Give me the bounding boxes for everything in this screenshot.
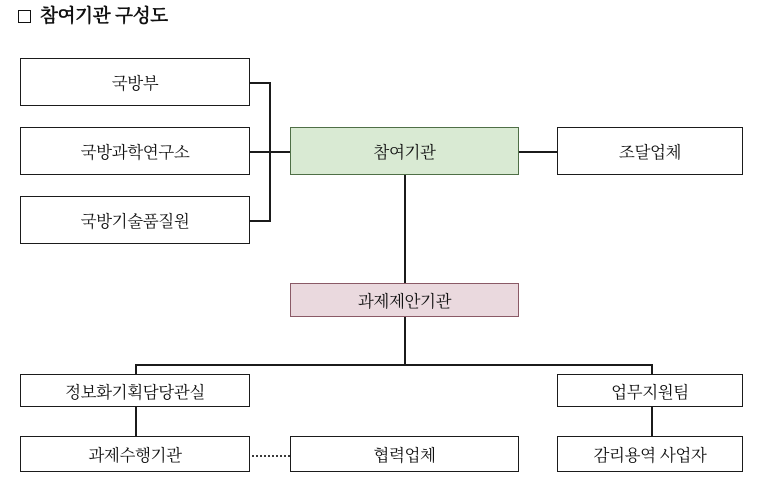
page-title-text: 참여기관 구성도: [40, 5, 168, 26]
connector-center-supplier: [518, 151, 558, 153]
node-auditor[interactable]: [557, 436, 743, 472]
node-center-label: 참여기관: [373, 144, 436, 162]
node-center-participating-agency[interactable]: [290, 127, 519, 175]
connector-distribution-bar: [135, 364, 652, 366]
connector-dtaq-trunk: [250, 220, 271, 222]
node-supplier-label: 조달업체: [618, 144, 682, 162]
node-add-label: 국방과학연구소: [80, 144, 190, 162]
connector-support-auditor: [651, 406, 653, 436]
page-title: [18, 7, 168, 26]
node-add[interactable]: [20, 127, 250, 175]
connector-planning-performer: [135, 406, 137, 436]
node-dtaq-label: 국방기술품질원: [80, 213, 190, 231]
node-proposer-label: 과제제안기관: [357, 293, 452, 311]
connector-mnd-trunk: [250, 82, 271, 84]
node-mnd-label: 국방부: [111, 75, 159, 93]
connector-center-proposer: [404, 175, 406, 283]
node-partner-label: 협력업체: [373, 447, 436, 465]
node-support-label: 업무지원팀: [611, 383, 689, 402]
node-performer[interactable]: [20, 436, 250, 472]
square-bullet-icon: [18, 10, 31, 23]
connector-trunk-center: [269, 151, 291, 153]
connector-proposer-down: [404, 316, 406, 365]
node-support-team[interactable]: [557, 374, 743, 407]
connector-add-trunk: [250, 151, 271, 153]
node-dtaq[interactable]: [20, 196, 250, 244]
node-mnd[interactable]: [20, 58, 250, 106]
node-auditor-label: 감리용역 사업자: [593, 447, 707, 465]
node-performer-label: 과제수행기관: [88, 447, 182, 465]
node-planning-label: 정보화기획담당관실: [65, 383, 205, 402]
node-supplier[interactable]: [557, 127, 743, 175]
node-partner[interactable]: [290, 436, 519, 472]
node-proposer[interactable]: [290, 283, 519, 317]
connector-performer-partner-dotted: [252, 455, 290, 457]
node-planning-office[interactable]: [20, 374, 250, 407]
